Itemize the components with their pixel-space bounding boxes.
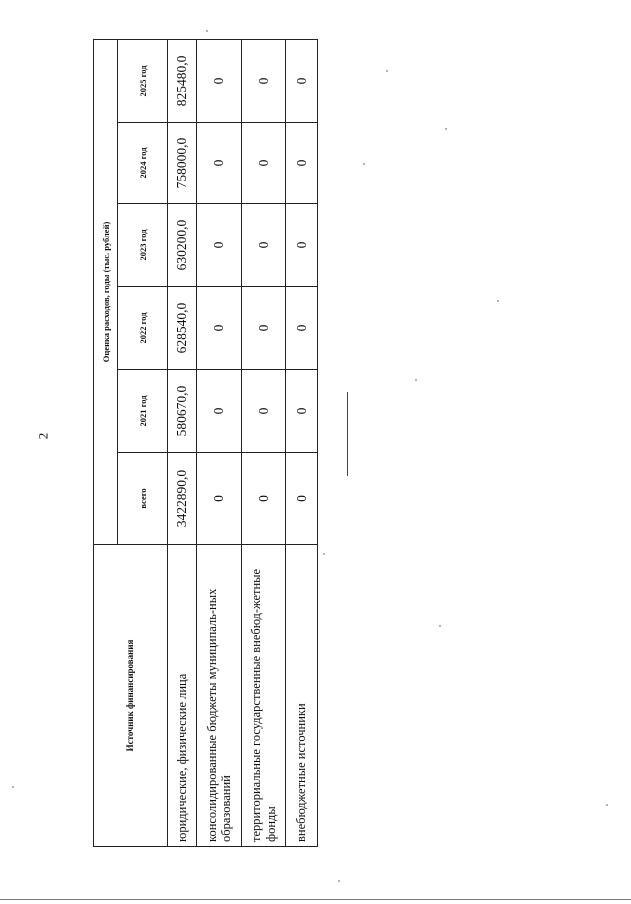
table-row — [242, 39, 286, 846]
row-label: территориальные государственные внебюд-жетные фонды — [242, 545, 286, 847]
row-label: консолидированные бюджеты муниципаль-ных образований — [197, 545, 242, 847]
divider-line — [347, 392, 348, 476]
cell-value: 0 — [286, 204, 318, 287]
cell-value: 3422890,0 — [168, 453, 197, 545]
cell-value: 0 — [197, 370, 242, 453]
cell-value: 0 — [197, 287, 242, 370]
cell-value: 0 — [286, 453, 318, 545]
scan-speck — [415, 379, 417, 381]
funding-table-container — [93, 40, 309, 847]
cell-value: 0 — [197, 123, 242, 204]
cell-value: 0 — [197, 453, 242, 545]
cell-value: 0 — [242, 39, 286, 122]
cell-value: 0 — [242, 123, 286, 204]
scan-speck — [206, 30, 208, 32]
col-header-2024: 2024 год — [118, 123, 168, 204]
col-header-2025: 2025 год — [118, 39, 168, 122]
cell-value: 628540,0 — [168, 287, 197, 370]
funding-table-rotated — [93, 40, 309, 847]
cell-value: 825480,0 — [168, 39, 197, 122]
scan-speck — [386, 70, 388, 72]
scan-edge-line — [0, 899, 631, 900]
cell-value: 0 — [242, 287, 286, 370]
cell-value: 0 — [197, 39, 242, 122]
row-label: юридические, физические лица — [168, 545, 197, 847]
scan-speck — [12, 786, 14, 788]
scan-speck — [323, 553, 325, 555]
cell-value: 630200,0 — [168, 204, 197, 287]
table-row — [197, 39, 242, 846]
cell-value: 0 — [197, 204, 242, 287]
table-row — [286, 39, 318, 846]
scan-speck — [439, 625, 441, 627]
cell-value: 758000,0 — [168, 123, 197, 204]
table-row — [168, 39, 197, 846]
cell-value: 0 — [286, 39, 318, 122]
funding-table — [93, 39, 318, 847]
row-label: внебюджетные источники — [286, 545, 318, 847]
scan-speck — [445, 128, 447, 130]
col-header-2023: 2023 год — [118, 204, 168, 287]
cell-value: 0 — [286, 123, 318, 204]
cell-value: 0 — [286, 287, 318, 370]
scan-speck — [363, 163, 365, 165]
estimate-header: Оценка расходов, годы (тыс. рублей) — [94, 39, 118, 544]
scan-speck — [606, 804, 608, 806]
cell-value: 0 — [286, 370, 318, 453]
cell-value: 0 — [242, 204, 286, 287]
col-header-2022: 2022 год — [118, 287, 168, 370]
cell-value: 0 — [242, 370, 286, 453]
scan-speck — [497, 300, 499, 302]
source-header: Источник финансирования — [94, 545, 168, 847]
col-header-2021: 2021 год — [118, 370, 168, 453]
cell-value: 580670,0 — [168, 370, 197, 453]
col-header-total: всего — [118, 453, 168, 545]
page-number: 2 — [35, 432, 51, 440]
cell-value: 0 — [242, 453, 286, 545]
scan-speck — [338, 880, 340, 882]
